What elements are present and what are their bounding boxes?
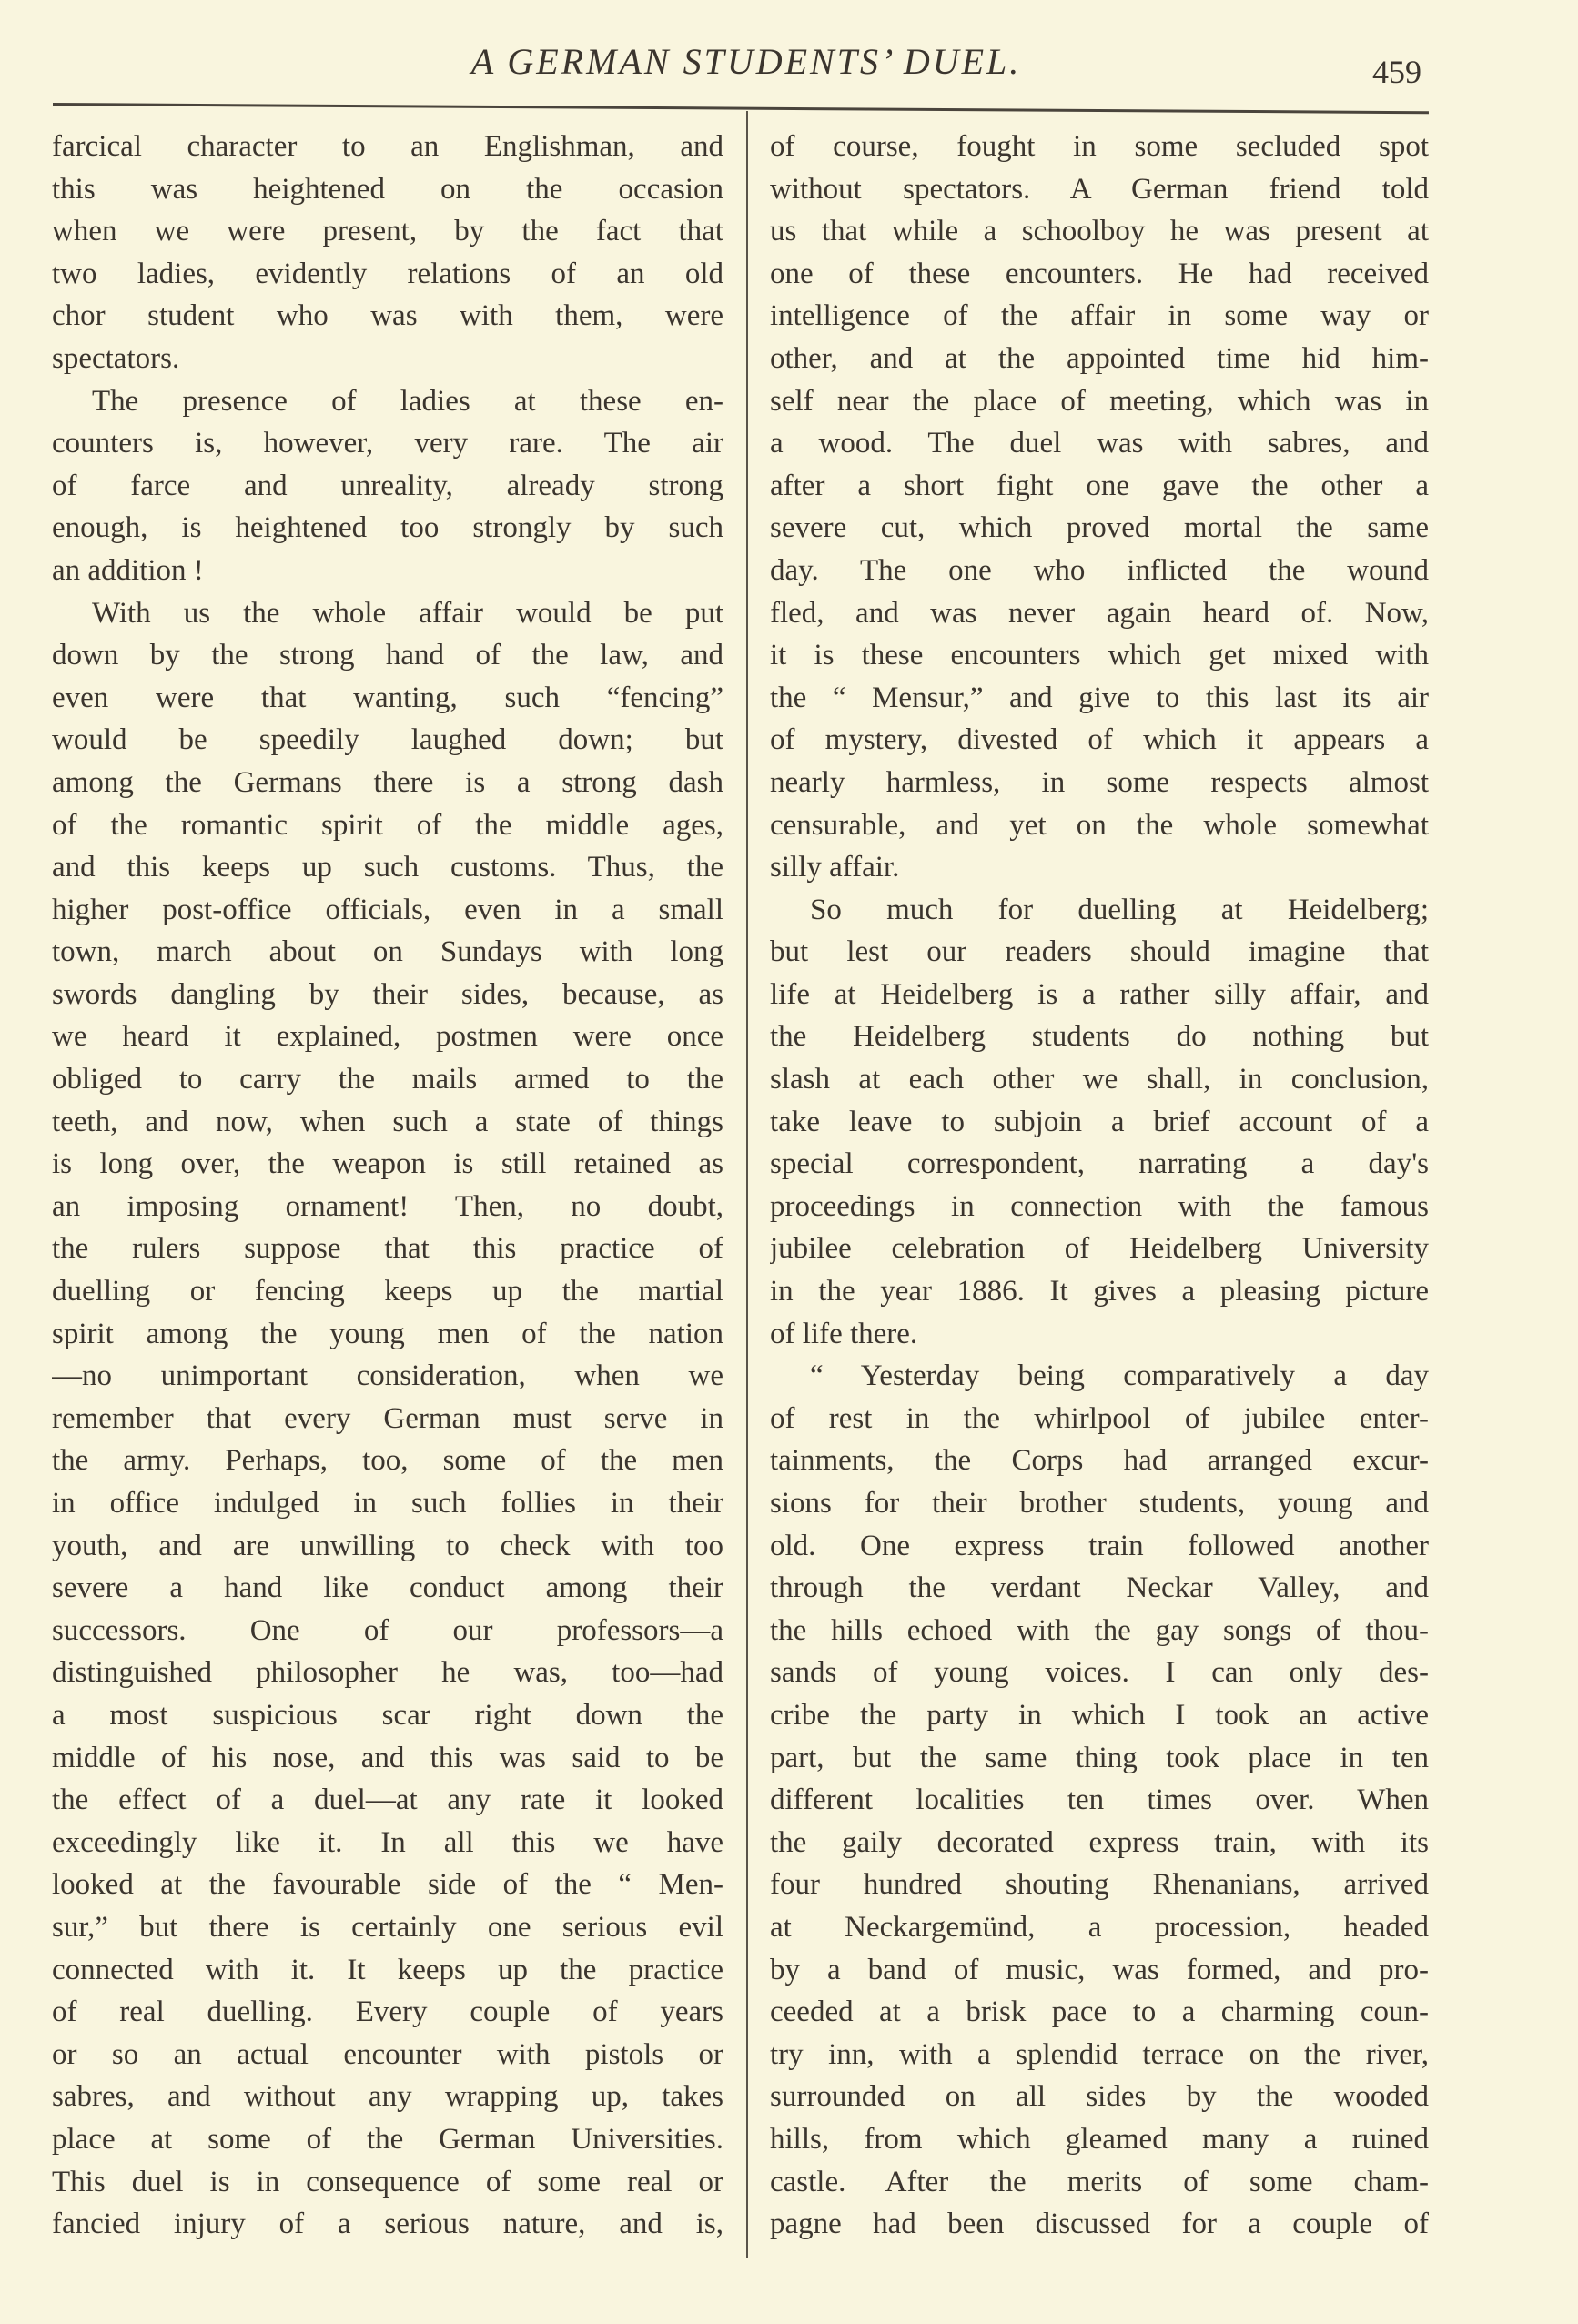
text-line: it is these encounters which get mixed with (770, 639, 1429, 672)
text-line: the gaily decorated express train, with its (770, 1825, 1429, 1859)
text-line: hills, from which gleamed many a ruined (770, 2122, 1429, 2156)
text-line: would be speedily laughed down; but (52, 723, 723, 757)
text-line: pagne had been discussed for a couple of (770, 2208, 1429, 2241)
text-line: —no unimportant consideration, when we (52, 1359, 723, 1393)
text-line: silly affair. (770, 851, 900, 884)
text-line: of mystery, divested of which it appears a (770, 723, 1429, 757)
left-column (52, 126, 723, 2246)
text-line: is long over, the weapon is still retained as (52, 1147, 723, 1181)
text-line: life at Heidelberg is a rather silly affair, and (770, 977, 1429, 1011)
text-line: take leave to subjoin a brief account of a (770, 1105, 1429, 1138)
text-line: the army. Perhaps, too, some of the men (52, 1444, 723, 1478)
right-column (770, 126, 1429, 2246)
text-line: sions for their brother students, young and (770, 1487, 1429, 1520)
text-line: looked at the favourable side of the “ Men- (52, 1868, 723, 1902)
text-line: “ Yesterday being comparatively a day (810, 1359, 1429, 1393)
text-line: counters is, however, very rare. The air (52, 427, 723, 460)
running-head-title: A GERMAN STUDENTS’ DUEL. (470, 41, 1022, 82)
text-line: surrounded on all sides by the wooded (770, 2080, 1429, 2114)
text-line: successors. One of our professors—a (52, 1613, 723, 1647)
text-line: town, march about on Sundays with long (52, 935, 723, 969)
text-line: and this keeps up such customs. Thus, the (52, 851, 723, 884)
text-line: spectators. (52, 341, 180, 375)
text-line: swords dangling by their sides, because, as (52, 977, 723, 1011)
text-line: or so an actual encounter with pistols or (52, 2037, 723, 2071)
text-line: two ladies, evidently relations of an old (52, 257, 723, 290)
text-line: distinguished philosopher he was, too—had (52, 1656, 723, 1690)
text-line: down by the strong hand of the law, and (52, 639, 723, 672)
text-line: duelling or fencing keeps up the martial (52, 1275, 723, 1309)
text-line: day. The one who inflicted the wound (770, 553, 1429, 587)
text-line: through the verdant Neckar Valley, and (770, 1571, 1429, 1605)
text-line: spirit among the young men of the nation (52, 1317, 723, 1350)
text-line: So much for duelling at Heidelberg; (810, 893, 1429, 926)
text-line: sands of young voices. I can only des- (770, 1656, 1429, 1690)
text-line: severe cut, which proved mortal the same (770, 511, 1429, 545)
text-line: exceedingly like it. In all this we have (52, 1825, 723, 1859)
text-line: special correspondent, narrating a day's (770, 1147, 1429, 1181)
text-line: intelligence of the affair in some way or (770, 299, 1429, 333)
text-line: of rest in the whirlpool of jubilee enter- (770, 1401, 1429, 1435)
text-line: among the Germans there is a strong dash (52, 765, 723, 799)
text-line: of course, fought in some secluded spot (770, 130, 1429, 163)
text-line: the rulers suppose that this practice of (52, 1232, 723, 1266)
text-line: jubilee celebration of Heidelberg University (770, 1232, 1429, 1266)
text-line: censurable, and yet on the whole somewhat (770, 808, 1429, 842)
text-line: part, but the same thing took place in ten (770, 1741, 1429, 1774)
text-line: the hills echoed with the gay songs of thou- (770, 1613, 1429, 1647)
text-line: but lest our readers should imagine that (770, 935, 1429, 969)
text-line: of real duelling. Every couple of years (52, 1996, 723, 2029)
text-line: when we were present, by the fact that (52, 215, 723, 248)
text-line: chor student who was with them, were (52, 299, 723, 333)
text-line: in the year 1886. It gives a pleasing picture (770, 1275, 1429, 1309)
text-line: nearly harmless, in some respects almost (770, 765, 1429, 799)
text-line: enough, is heightened too strongly by such (52, 511, 723, 545)
text-line: connected with it. It keeps up the practice (52, 1953, 723, 1986)
text-line: even were that wanting, such “fencing” (52, 681, 723, 714)
text-line: a wood. The duel was with sabres, and (770, 427, 1429, 460)
text-line: severe a hand like conduct among their (52, 1571, 723, 1605)
text-line: sur,” but there is certainly one serious evil (52, 1910, 723, 1944)
text-line: sabres, and without any wrapping up, takes (52, 2080, 723, 2114)
text-line: we heard it explained, postmen were once (52, 1020, 723, 1054)
text-line: fancied injury of a serious nature, and is, (52, 2208, 723, 2241)
text-line: the Heidelberg students do nothing but (770, 1020, 1429, 1054)
text-line: by a band of music, was formed, and pro- (770, 1953, 1429, 1986)
text-line: cribe the party in which I took an active (770, 1698, 1429, 1732)
text-line: proceedings in connection with the famous (770, 1189, 1429, 1223)
text-line: the “ Mensur,” and give to this last its air (770, 681, 1429, 714)
text-line: youth, and are unwilling to check with too (52, 1529, 723, 1562)
text-line: one of these encounters. He had received (770, 257, 1429, 290)
text-line: us that while a schoolboy he was present at (770, 215, 1429, 248)
text-line: middle of his nose, and this was said to be (52, 1741, 723, 1774)
text-line: farcical character to an Englishman, and (52, 130, 723, 163)
text-line: of life there. (770, 1317, 918, 1350)
text-line: The presence of ladies at these en- (92, 384, 723, 418)
text-line: other, and at the appointed time hid him- (770, 341, 1429, 375)
text-line: of the romantic spirit of the middle ages, (52, 808, 723, 842)
text-line: four hundred shouting Rhenanians, arrived (770, 1868, 1429, 1902)
text-line: ceeded at a brisk pace to a charming coun- (770, 1996, 1429, 2029)
text-line: teeth, and now, when such a state of things (52, 1105, 723, 1138)
text-line: place at some of the German Universities. (52, 2122, 723, 2156)
text-line: an addition ! (52, 553, 204, 587)
text-line: With us the whole affair would be put (92, 596, 723, 630)
text-line: remember that every German must serve in (52, 1401, 723, 1435)
text-line: tainments, the Corps had arranged excur- (770, 1444, 1429, 1478)
text-line: this was heightened on the occasion (52, 172, 723, 206)
text-line: slash at each other we shall, in conclusion, (770, 1063, 1429, 1096)
text-line: obliged to carry the mails armed to the (52, 1063, 723, 1096)
text-line: without spectators. A German friend told (770, 172, 1429, 206)
text-line: the effect of a duel—at any rate it looked (52, 1783, 723, 1817)
text-line: an imposing ornament! Then, no doubt, (52, 1189, 723, 1223)
text-line: old. One express train followed another (770, 1529, 1429, 1562)
text-line: try inn, with a splendid terrace on the river, (770, 2037, 1429, 2071)
header-rule (53, 103, 1429, 114)
text-line: castle. After the merits of some cham- (770, 2165, 1429, 2198)
page-number: 459 (1372, 54, 1421, 90)
text-line: fled, and was never again heard of. Now, (770, 596, 1429, 630)
text-line: in office indulged in such follies in their (52, 1487, 723, 1520)
text-line: self near the place of meeting, which was in (770, 384, 1429, 418)
text-line: higher post-office officials, even in a small (52, 893, 723, 926)
text-line: different localities ten times over. When (770, 1783, 1429, 1817)
text-line: at Neckargemünd, a procession, headed (770, 1910, 1429, 1944)
text-line: This duel is in consequence of some real or (52, 2165, 723, 2198)
text-line: a most suspicious scar right down the (52, 1698, 723, 1732)
text-line: after a short fight one gave the other a (770, 469, 1429, 502)
column-divider (746, 111, 748, 2258)
text-line: of farce and unreality, already strong (52, 469, 723, 502)
